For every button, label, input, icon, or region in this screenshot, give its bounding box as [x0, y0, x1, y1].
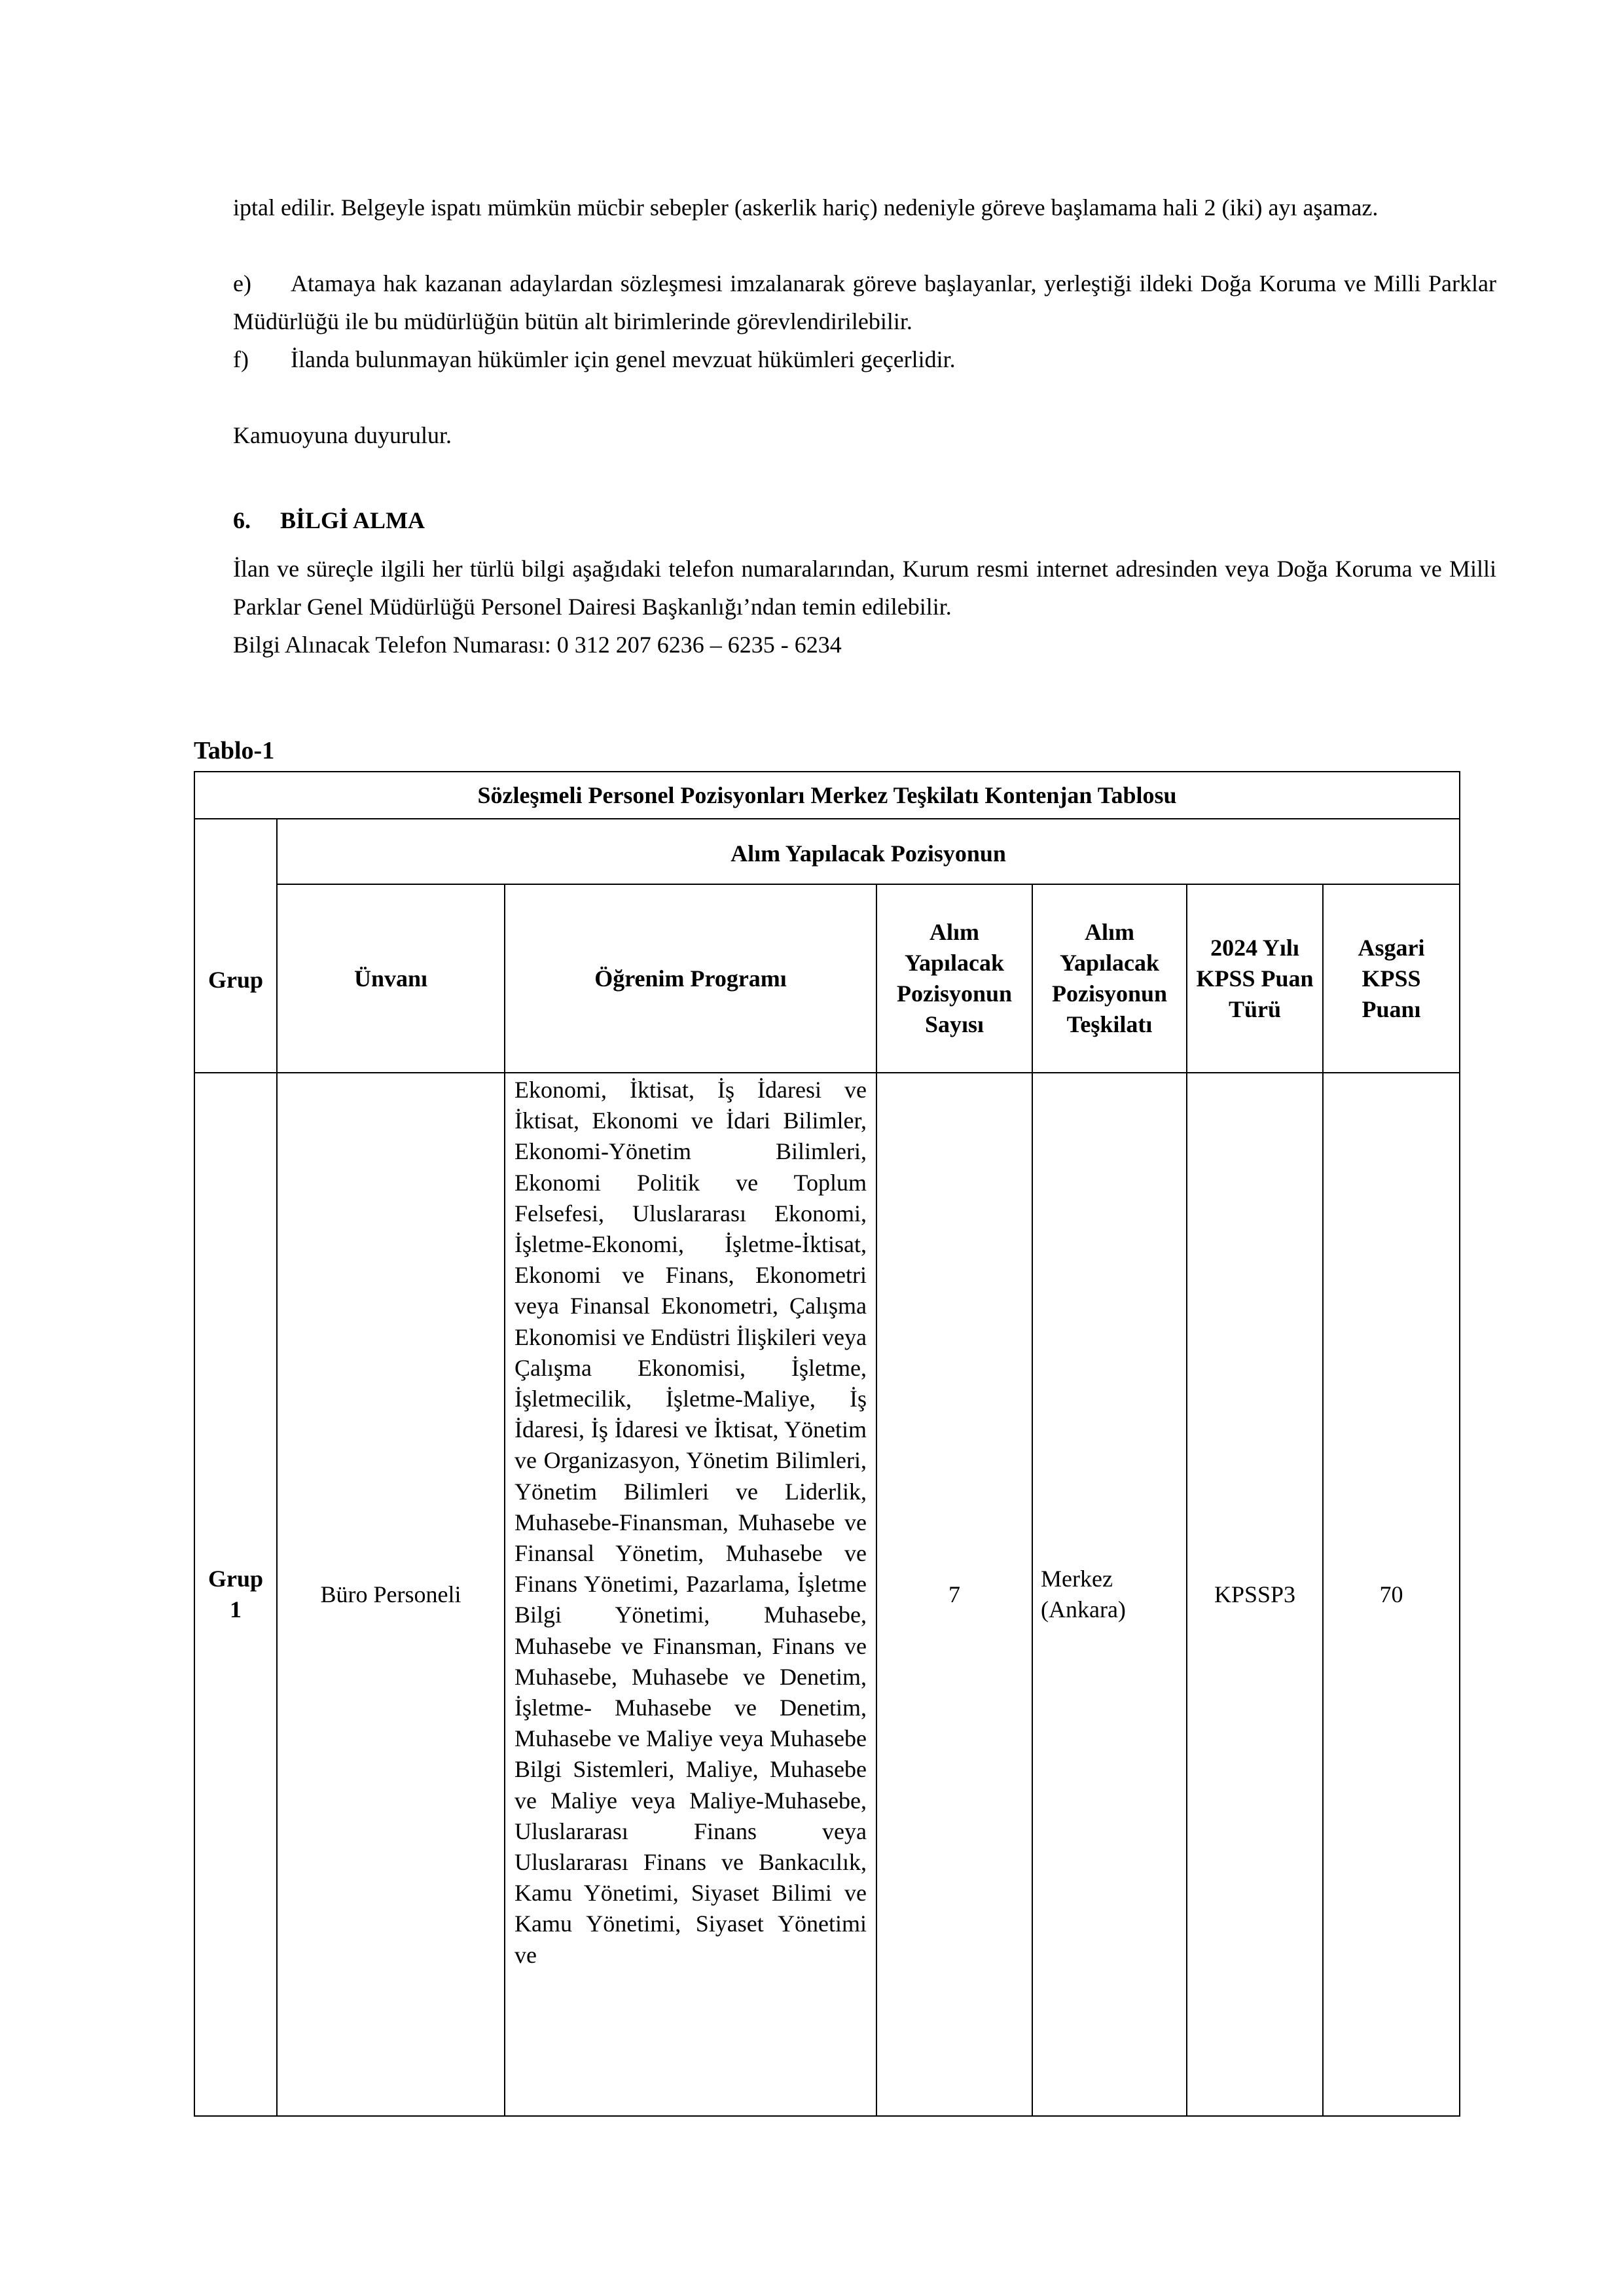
cell-grup: Grup 1 — [194, 1073, 277, 2116]
header-sayi: Alım Yapılacak Pozisyonun Sayısı — [876, 884, 1032, 1073]
cell-program-text: Ekonomi, İktisat, İş İdaresi ve İktisat, Ekonomi ve İdari Bilimler, Ekonomi-Yönetim Bilimleri, Ekonomi Politik ve Toplum Felsefesi, Uluslararası Ekonomi, İşletme-Ekonomi, İşletme-İktisat, Ekonomi ve Finans, Ekonometri veya Finansal Ekonometri, Çalışma Ekonomisi ve Endüstri İlişkileri veya Çalışma Ekonomisi, İşletme, İşletmecilik, İşletme-Maliye, İş İdaresi, İş İdaresi ve İktisat, Yönetim ve Organizasyon, Yönetim Bilimleri, Yönetim Bilimleri ve Liderlik, Muhasebe-Finansman, Muhasebe ve Finansal Yönetim, Muhasebe ve Finans Yönetimi, Pazarlama, İşletme Bilgi Yönetimi, Muhasebe, Muhasebe ve Finansman, Finans ve Muhasebe, Muhasebe ve Denetim, İşletme- Muhasebe ve Denetim, Muhasebe ve Maliye veya Muhasebe Bilgi Sistemleri, Maliye, Muhasebe ve Maliye veya Maliye-Muhasebe, Uluslararası Finans veya Uluslararası Finans ve Bankacılık, Kamu Yönetimi, Siyaset Bilimi ve Kamu Yönetimi, Siyaset Yönetimi ve — [514, 1077, 867, 1968]
cell-puan-turu: KPSSP3 — [1187, 1073, 1323, 2116]
list-item-f — [233, 340, 1496, 378]
phone-line: Bilgi Alınacak Telefon Numarası: 0 312 207 6236 – 6235 - 6234 — [233, 632, 842, 658]
section-heading — [233, 501, 425, 539]
table-subheader-row — [194, 819, 1460, 884]
cell-teskilat: Merkez (Ankara) — [1032, 1073, 1187, 2116]
header-puan-turu: 2024 Yılı KPSS Puan Türü — [1187, 884, 1323, 1073]
list-item-f-text: İlanda bulunmayan hükümler için genel mevzuat hükümleri geçerlidir. — [291, 346, 956, 372]
section-title: BİLGİ ALMA — [280, 507, 425, 533]
table-subheader: Alım Yapılacak Pozisyonun — [277, 819, 1460, 884]
table-title: Sözleşmeli Personel Pozisyonları Merkez Teşkilatı Kontenjan Tablosu — [194, 772, 1460, 819]
cell-program — [505, 1073, 876, 2116]
table-header-row — [194, 884, 1460, 1073]
table-row — [194, 1073, 1460, 2116]
header-teskilat: Alım Yapılacak Pozisyonun Teşkilatı — [1032, 884, 1187, 1073]
section-paragraph: İlan ve süreçle ilgili her türlü bilgi aşağıdaki telefon numaralarından, Kurum resmi internet adresinden veya Doğa Koruma ve Milli Parklar Genel Müdürlüğü Personel Dairesi Başkanlığı’ndan temin edilebilir. — [233, 556, 1496, 620]
quota-table — [194, 771, 1460, 2117]
list-item-e-text: Atamaya hak kazanan adaylardan sözleşmesi imzalanarak göreve başlayanlar, yerleştiği ildeki Doğa Koruma ve Milli Parklar Müdürlüğü ile bu müdürlüğün bütün alt birimlerinde görevlendirilebilir. — [233, 270, 1496, 334]
section-number: 6. — [233, 507, 251, 533]
list-marker-f: f) — [233, 346, 249, 372]
list-marker-e: e) — [233, 270, 251, 296]
cell-asgari: 70 — [1323, 1073, 1460, 2116]
list-item-e — [233, 264, 1496, 340]
table-title-row — [194, 772, 1460, 819]
header-asgari: Asgari KPSS Puanı — [1323, 884, 1460, 1073]
announcement-text: Kamuoyuna duyurulur. — [233, 422, 452, 448]
cell-sayi: 7 — [876, 1073, 1032, 2116]
table-label: Tablo-1 — [194, 737, 275, 764]
header-unvan: Ünvanı — [277, 884, 505, 1073]
header-program: Öğrenim Programı — [505, 884, 876, 1073]
paragraph-continuation: iptal edilir. Belgeyle ispatı mümkün mücbir sebepler (askerlik hariç) nedeniyle göreve başlamama hali 2 (iki) ayı aşamaz. — [233, 194, 1379, 221]
header-grup: Grup — [194, 819, 277, 1073]
cell-unvan: Büro Personeli — [277, 1073, 505, 2116]
